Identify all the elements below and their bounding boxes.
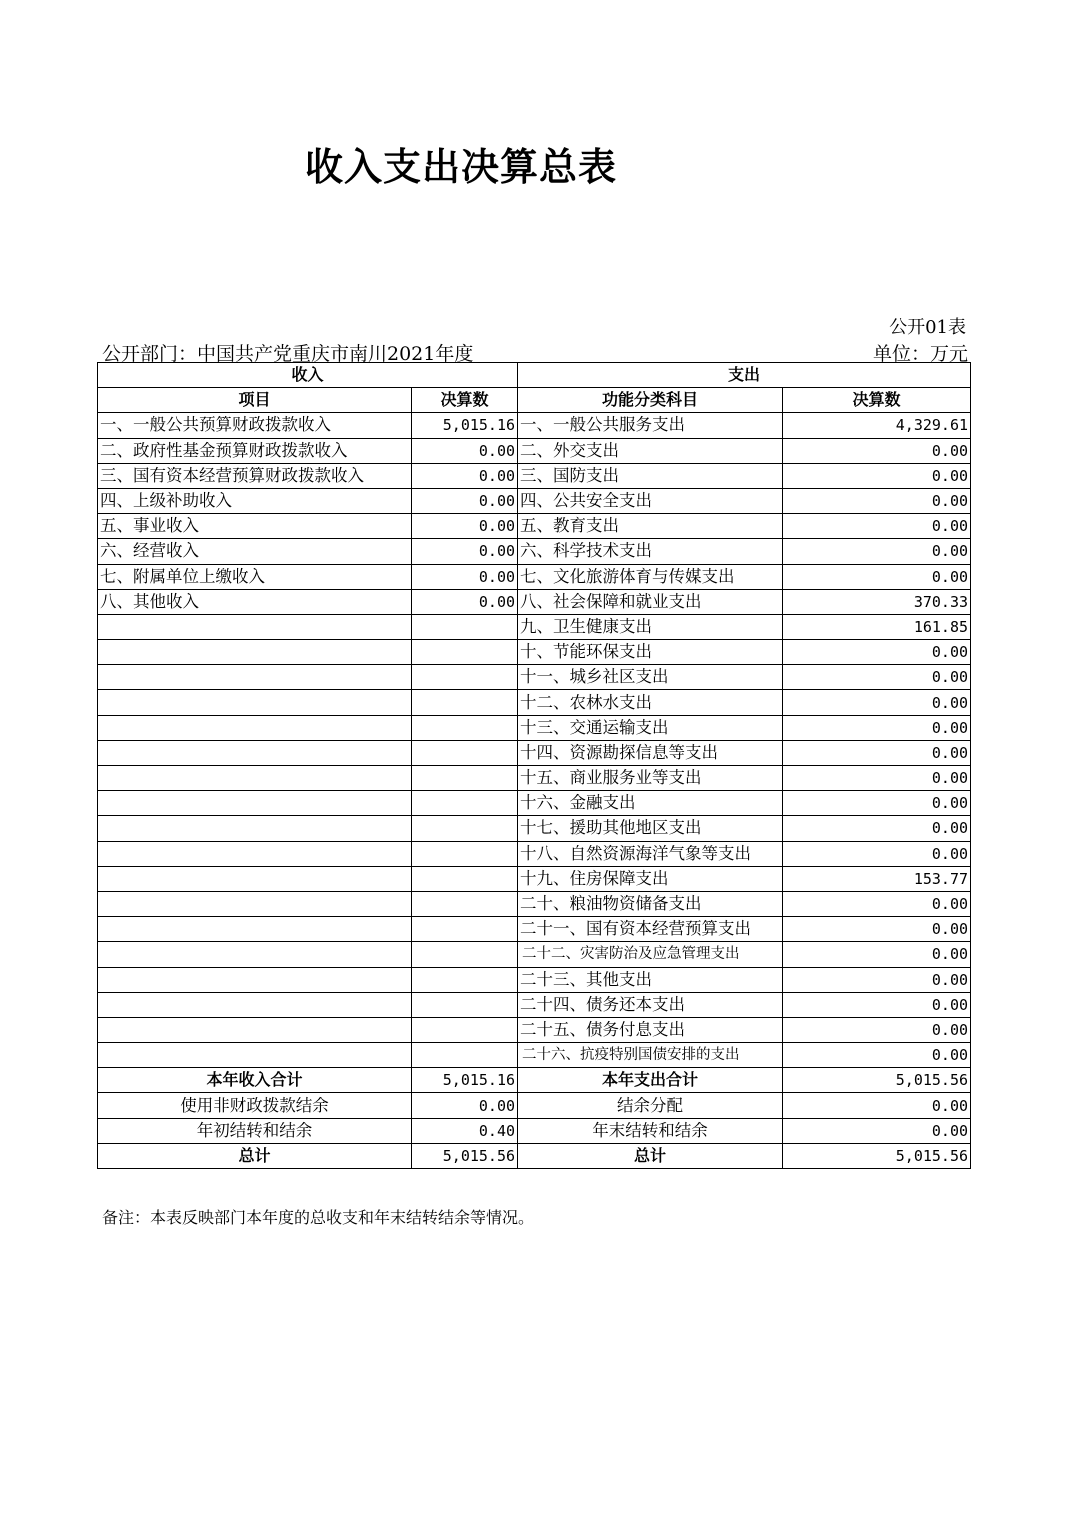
income-item xyxy=(98,841,412,866)
expense-item: 二十二、灾害防治及应急管理支出 xyxy=(518,942,783,967)
income-total-amount: 5,015.56 xyxy=(412,1143,518,1168)
footnote: 备注：本表反映部门本年度的总收支和年末结转结余等情况。 xyxy=(102,1208,535,1227)
income-total-label: 年初结转和结余 xyxy=(98,1118,412,1143)
income-amount xyxy=(412,715,518,740)
expense-amount: 0.00 xyxy=(783,791,971,816)
expense-item: 十六、金融支出 xyxy=(518,791,783,816)
expense-total-amount: 5,015.56 xyxy=(783,1068,971,1093)
income-item xyxy=(98,992,412,1017)
expense-amount: 0.00 xyxy=(783,992,971,1017)
expense-item: 二十四、债务还本支出 xyxy=(518,992,783,1017)
expense-amount: 0.00 xyxy=(783,967,971,992)
expense-item: 二十一、国有资本经营预算支出 xyxy=(518,917,783,942)
income-item xyxy=(98,766,412,791)
expense-amount: 0.00 xyxy=(783,1043,971,1068)
table-row xyxy=(98,1043,971,1068)
income-amount: 0.00 xyxy=(412,589,518,614)
expense-total-amount: 0.00 xyxy=(783,1118,971,1143)
income-total-amount: 5,015.16 xyxy=(412,1068,518,1093)
expense-amount: 161.85 xyxy=(783,614,971,639)
income-item xyxy=(98,690,412,715)
income-item xyxy=(98,1043,412,1068)
income-item: 四、上级补助收入 xyxy=(98,488,412,513)
income-item xyxy=(98,816,412,841)
income-item xyxy=(98,967,412,992)
table-row xyxy=(98,967,971,992)
table-row xyxy=(98,841,971,866)
table-row xyxy=(98,539,971,564)
expense-item: 一、一般公共服务支出 xyxy=(518,413,783,438)
expense-amount: 0.00 xyxy=(783,514,971,539)
income-total-amount: 0.00 xyxy=(412,1093,518,1118)
income-total-label: 总计 xyxy=(98,1143,412,1168)
expense-item: 十四、资源勘探信息等支出 xyxy=(518,740,783,765)
income-item: 三、国有资本经营预算财政拨款收入 xyxy=(98,463,412,488)
income-item xyxy=(98,614,412,639)
income-amount: 0.00 xyxy=(412,438,518,463)
expense-item: 十、节能环保支出 xyxy=(518,640,783,665)
table-row xyxy=(98,589,971,614)
unit-label: 单位：万元 xyxy=(872,343,968,365)
income-item xyxy=(98,740,412,765)
item-header: 项目 xyxy=(98,388,412,413)
expense-item: 十五、商业服务业等支出 xyxy=(518,766,783,791)
table-row xyxy=(98,463,971,488)
table-row xyxy=(98,514,971,539)
expense-amount: 0.00 xyxy=(783,488,971,513)
income-amount xyxy=(412,1043,518,1068)
expense-item: 十九、住房保障支出 xyxy=(518,866,783,891)
expense-item: 七、文化旅游体育与传媒支出 xyxy=(518,564,783,589)
expense-item: 八、社会保障和就业支出 xyxy=(518,589,783,614)
total-row xyxy=(98,1093,971,1118)
income-item xyxy=(98,942,412,967)
expense-item: 五、教育支出 xyxy=(518,514,783,539)
department-label: 公开部门：中国共产党重庆市南川2021年度 xyxy=(102,343,474,365)
income-total-amount: 0.40 xyxy=(412,1118,518,1143)
amount2-header: 决算数 xyxy=(783,388,971,413)
expense-item: 六、科学技术支出 xyxy=(518,539,783,564)
income-total-label: 本年收入合计 xyxy=(98,1068,412,1093)
table-row xyxy=(98,866,971,891)
total-row xyxy=(98,1118,971,1143)
expense-item: 二、外交支出 xyxy=(518,438,783,463)
income-item: 二、政府性基金预算财政拨款收入 xyxy=(98,438,412,463)
income-total-label: 使用非财政拨款结余 xyxy=(98,1093,412,1118)
expense-total-label: 结余分配 xyxy=(518,1093,783,1118)
expense-amount: 0.00 xyxy=(783,917,971,942)
header-row-1 xyxy=(98,363,971,388)
table-row xyxy=(98,614,971,639)
expense-item: 十七、援助其他地区支出 xyxy=(518,816,783,841)
income-item: 五、事业收入 xyxy=(98,514,412,539)
income-amount xyxy=(412,841,518,866)
income-item xyxy=(98,640,412,665)
table-row xyxy=(98,715,971,740)
income-amount xyxy=(412,942,518,967)
expense-amount: 0.00 xyxy=(783,463,971,488)
income-amount xyxy=(412,1017,518,1042)
table-row xyxy=(98,690,971,715)
expense-item: 二十六、抗疫特别国债安排的支出 xyxy=(518,1043,783,1068)
expense-amount: 0.00 xyxy=(783,942,971,967)
expense-amount: 0.00 xyxy=(783,841,971,866)
income-amount xyxy=(412,640,518,665)
table-row xyxy=(98,488,971,513)
table-row xyxy=(98,992,971,1017)
budget-table xyxy=(97,362,971,1169)
income-amount xyxy=(412,665,518,690)
table-row xyxy=(98,438,971,463)
income-item xyxy=(98,917,412,942)
expense-amount: 153.77 xyxy=(783,866,971,891)
income-amount xyxy=(412,690,518,715)
expense-amount: 0.00 xyxy=(783,539,971,564)
expense-amount: 0.00 xyxy=(783,665,971,690)
expense-item: 九、卫生健康支出 xyxy=(518,614,783,639)
income-header: 收入 xyxy=(98,363,518,388)
expense-amount: 0.00 xyxy=(783,715,971,740)
expense-item: 二十三、其他支出 xyxy=(518,967,783,992)
expense-amount: 0.00 xyxy=(783,564,971,589)
expense-amount: 0.00 xyxy=(783,438,971,463)
expense-item: 十八、自然资源海洋气象等支出 xyxy=(518,841,783,866)
income-item xyxy=(98,665,412,690)
table-row xyxy=(98,640,971,665)
expense-amount: 0.00 xyxy=(783,891,971,916)
income-amount xyxy=(412,740,518,765)
header-row-2 xyxy=(98,388,971,413)
expense-amount: 0.00 xyxy=(783,640,971,665)
expense-item: 二十、粮油物资储备支出 xyxy=(518,891,783,916)
income-amount: 0.00 xyxy=(412,463,518,488)
table-row xyxy=(98,1017,971,1042)
page-title: 收入支出决算总表 xyxy=(305,145,618,189)
table-row xyxy=(98,816,971,841)
income-amount xyxy=(412,992,518,1017)
expense-amount: 0.00 xyxy=(783,816,971,841)
income-amount: 0.00 xyxy=(412,514,518,539)
income-item xyxy=(98,891,412,916)
income-item: 一、一般公共预算财政拨款收入 xyxy=(98,413,412,438)
income-amount xyxy=(412,917,518,942)
income-item: 八、其他收入 xyxy=(98,589,412,614)
expense-total-label: 总计 xyxy=(518,1143,783,1168)
expense-total-label: 本年支出合计 xyxy=(518,1068,783,1093)
expense-total-label: 年末结转和结余 xyxy=(518,1118,783,1143)
income-amount xyxy=(412,891,518,916)
table-row xyxy=(98,766,971,791)
table-row xyxy=(98,917,971,942)
income-amount xyxy=(412,967,518,992)
form-number: 公开01表 xyxy=(889,317,966,338)
expense-amount: 4,329.61 xyxy=(783,413,971,438)
income-item: 六、经营收入 xyxy=(98,539,412,564)
func-item-header: 功能分类科目 xyxy=(518,388,783,413)
expense-item: 十三、交通运输支出 xyxy=(518,715,783,740)
table-row xyxy=(98,942,971,967)
income-item xyxy=(98,1017,412,1042)
expense-amount: 0.00 xyxy=(783,1017,971,1042)
expense-amount: 0.00 xyxy=(783,690,971,715)
table-row xyxy=(98,740,971,765)
expense-item: 十二、农林水支出 xyxy=(518,690,783,715)
income-amount: 0.00 xyxy=(412,564,518,589)
table-row xyxy=(98,413,971,438)
income-amount xyxy=(412,866,518,891)
expense-item: 四、公共安全支出 xyxy=(518,488,783,513)
expense-header: 支出 xyxy=(518,363,971,388)
expense-item: 十一、城乡社区支出 xyxy=(518,665,783,690)
income-amount: 5,015.16 xyxy=(412,413,518,438)
expense-amount: 370.33 xyxy=(783,589,971,614)
income-amount xyxy=(412,791,518,816)
total-row xyxy=(98,1068,971,1093)
income-amount: 0.00 xyxy=(412,488,518,513)
expense-amount: 0.00 xyxy=(783,766,971,791)
income-amount: 0.00 xyxy=(412,539,518,564)
income-item xyxy=(98,791,412,816)
amount-header: 决算数 xyxy=(412,388,518,413)
income-item xyxy=(98,715,412,740)
expense-total-amount: 5,015.56 xyxy=(783,1143,971,1168)
table-row xyxy=(98,564,971,589)
table-row xyxy=(98,891,971,916)
table-row xyxy=(98,665,971,690)
income-item: 七、附属单位上缴收入 xyxy=(98,564,412,589)
income-amount xyxy=(412,816,518,841)
table-row xyxy=(98,791,971,816)
expense-item: 二十五、债务付息支出 xyxy=(518,1017,783,1042)
expense-item: 三、国防支出 xyxy=(518,463,783,488)
total-row xyxy=(98,1143,971,1168)
income-amount xyxy=(412,766,518,791)
income-item xyxy=(98,866,412,891)
expense-amount: 0.00 xyxy=(783,740,971,765)
income-amount xyxy=(412,614,518,639)
expense-total-amount: 0.00 xyxy=(783,1093,971,1118)
